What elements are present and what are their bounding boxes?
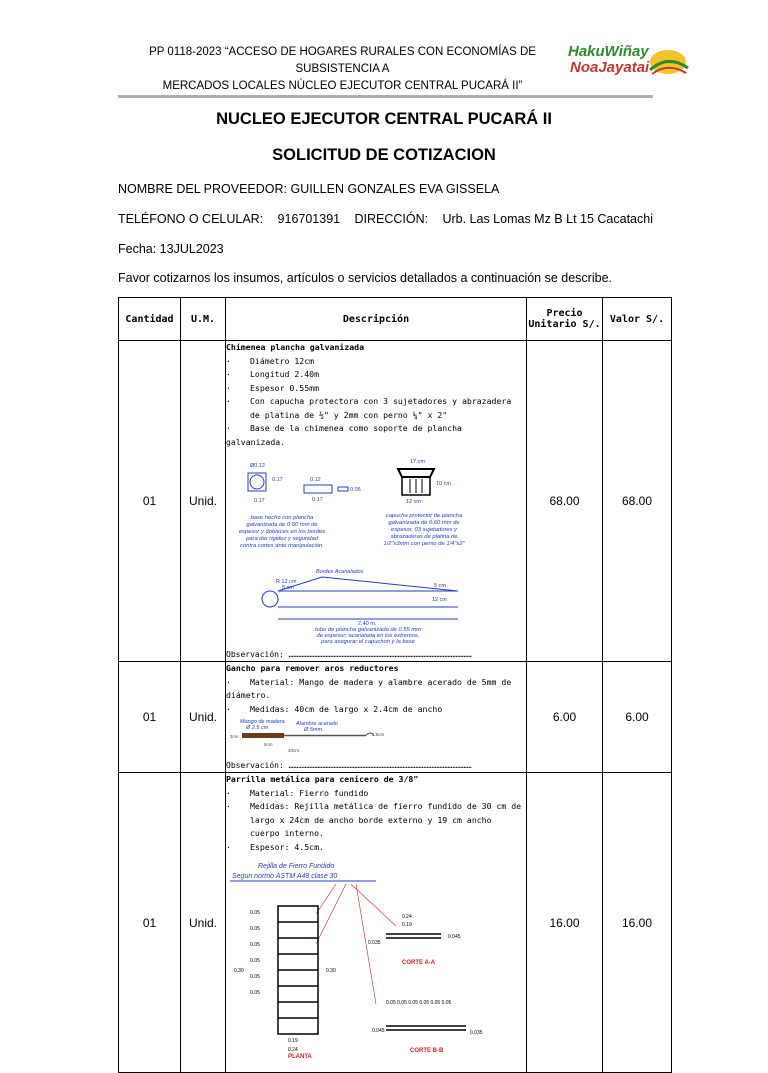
- chimney-label: Bordes Acanalados: [316, 569, 364, 575]
- cell-um: Unid.: [181, 341, 226, 662]
- tube-note-line: de espesor; acanalada en los extremos,: [316, 633, 420, 639]
- chimney-label: 5 cm: [434, 583, 446, 589]
- base-note-line: galvanizada de 0.60 mm de: [246, 522, 318, 528]
- base-note-line: espesor y dobleces en los bordes: [238, 529, 326, 535]
- hook-label: 1.5cm: [372, 732, 385, 737]
- cap-note-line: capucha protector de plancha: [385, 513, 463, 519]
- address-value: Urb. Las Lomas Mz B Lt 15 Cacatachi: [442, 212, 653, 226]
- cell-valor: 68.00: [603, 341, 672, 662]
- grill-label: 0.30: [326, 968, 336, 974]
- grill-drawing: [226, 854, 516, 1060]
- chimney-label: 10 cm: [436, 481, 451, 487]
- observacion: Observación: ……………………………………………………………………………………………………: [226, 760, 472, 770]
- spec-item: · Base de la chimenea como soporte de plancha galvanizada.: [226, 423, 462, 447]
- table-row: [119, 341, 672, 662]
- base-note-line: para dar rigidez y seguridad: [246, 536, 318, 542]
- spec-item: · Diámetro 12cm: [226, 355, 315, 366]
- item-title: Parrilla metálica para cenicero de 3/8": [226, 774, 419, 784]
- grill-label: 0.045: [448, 934, 461, 940]
- observacion: Observación: ……………………………………………………………………………………………………: [226, 649, 472, 659]
- grill-label: 0.035: [470, 1030, 483, 1036]
- spec-item: · Medidas: 40cm de largo x 2.4cm de ancho: [226, 703, 443, 714]
- grill-label: 0.05: [250, 974, 260, 980]
- haku-winay-logo: [566, 40, 691, 80]
- grill-label: 0.19: [288, 1038, 298, 1044]
- hook-label: 3cm: [230, 734, 239, 739]
- cell-precio: 16.00: [527, 773, 603, 1073]
- table-header-row: [119, 298, 672, 341]
- hook-label: 5cm: [264, 742, 273, 747]
- grill-label: 0.05 0.05 0.05 0.05 0.05 0.05: [386, 1000, 452, 1006]
- intro-line: Favor cotizarnos los insumos, artículos o servicios detallados a continuación se describe.: [118, 271, 612, 285]
- hook-label: Alambre acerado: [296, 721, 338, 727]
- address-label: DIRECCIÓN:: [354, 212, 429, 226]
- cell-valor: 16.00: [603, 773, 672, 1073]
- logo-graphic: [566, 40, 691, 80]
- hook-label: Mango de madera: [240, 719, 285, 725]
- cell-valor: 6.00: [603, 662, 672, 773]
- cell-um: Unid.: [181, 773, 226, 1073]
- cell-precio: 6.00: [527, 662, 603, 773]
- header-descripcion: Descripción: [226, 298, 527, 341]
- header-precio-unitario: Precio Unitario S/.: [527, 298, 603, 341]
- grill-label: 0.24: [402, 914, 412, 920]
- grill-title-line: Rejilla de Fierro Fundido: [258, 863, 335, 870]
- spec-item: · Espesor: 4.5cm.: [226, 841, 324, 852]
- grill-label: 0.05: [250, 942, 260, 948]
- cell-um: Unid.: [181, 662, 226, 773]
- grill-label: 0.035: [368, 940, 381, 946]
- project-line-2: MERCADOS LOCALES NÚCLEO EJECUTOR CENTRAL PUCARÁ II”: [162, 80, 523, 92]
- quote-table: [118, 297, 672, 1073]
- table-row: [119, 773, 672, 1073]
- chimney-label: 2.40 m.: [358, 621, 377, 627]
- grill-label: 0.05: [250, 926, 260, 932]
- hook-label: Ø 2.5 cm: [246, 725, 269, 731]
- cell-descripcion: [226, 662, 527, 773]
- grill-title-line: Segun normo ASTM A48 clase 30: [232, 873, 338, 880]
- grill-label: 0.05: [250, 958, 260, 964]
- chimney-label: 0.12: [310, 477, 321, 483]
- cap-note-line: galvanizada de 0.60 mm de: [388, 520, 460, 526]
- cap-note-line: 1/2"x3mm con perno de 1/4"x2": [383, 541, 465, 547]
- base-note-line: contra cortes ante manipulación.: [240, 543, 324, 549]
- chimney-drawing: [226, 449, 516, 643]
- tube-note-line: para asegurar el capuchon y la base: [321, 639, 415, 645]
- chimney-label: 12 cm: [432, 597, 447, 603]
- chimney-label: 17 cm: [410, 459, 425, 465]
- logo-text-1: HakuWiñay: [568, 43, 649, 60]
- header-um: U.M.: [181, 298, 226, 341]
- project-header: [120, 44, 565, 95]
- grill-label: 0.05: [250, 910, 260, 916]
- cell-precio: 68.00: [527, 341, 603, 662]
- hook-drawing: [226, 716, 386, 754]
- cell-descripcion: [226, 341, 527, 662]
- chimney-label: 0.17: [272, 477, 283, 483]
- grill-label: 0.05: [250, 990, 260, 996]
- chimney-label: 0.05: [350, 487, 361, 493]
- document-title: NUCLEO EJECUTOR CENTRAL PUCARÁ II: [216, 110, 552, 128]
- table-row: [119, 662, 672, 773]
- chimney-label: R 12 cm: [276, 579, 297, 585]
- chimney-label: 0.17: [312, 497, 323, 503]
- tube-note-line: tubo de plancha galvanizada de 0.55 mm: [314, 627, 422, 633]
- cell-cantidad: 01: [119, 341, 181, 662]
- section-label: CORTE B-B: [410, 1048, 444, 1054]
- phone-value: 916701391: [277, 212, 341, 226]
- spec-item: · Material: Fierro fundido: [226, 787, 369, 798]
- header-cantidad: Cantidad: [119, 298, 181, 341]
- grill-label: 0.24: [288, 1047, 298, 1053]
- chimney-label: 12 cm: [406, 499, 421, 505]
- section-label: CORTE A-A: [402, 960, 436, 966]
- logo-text-2: NoaJayatai: [570, 59, 650, 76]
- header-valor: Valor S/.: [603, 298, 672, 341]
- chimney-label: 0.17: [254, 498, 265, 504]
- base-note-line: base hecho con plancha: [250, 515, 314, 521]
- section-label: PLANTA: [288, 1054, 312, 1060]
- spec-item: · Longitud 2.40m: [226, 369, 320, 379]
- item-title: Chimenea plancha galvanizada: [226, 342, 365, 352]
- grill-label: 0.045: [372, 1028, 385, 1034]
- spec-item: · Espesor 0.55mm: [226, 382, 320, 393]
- cell-cantidad: 01: [119, 662, 181, 773]
- hook-label: 40cm: [288, 748, 300, 753]
- provider-name: NOMBRE DEL PROVEEDOR: GUILLEN GONZALES EVA GISSELA: [118, 182, 500, 196]
- date-line: Fecha: 13JUL2023: [118, 242, 224, 256]
- spec-item: · Medidas: Rejilla metálica de fierro fundido de 30 cm de largo x 24cm de ancho borde externo y 19 cm ancho cuerpo interno.: [226, 801, 522, 838]
- chimney-label: 5 cm: [282, 585, 294, 591]
- phone-label: TELÉFONO O CELULAR:: [118, 212, 264, 226]
- item-title: Gancho para remover aros reductores: [226, 663, 399, 673]
- header-divider: [118, 95, 653, 98]
- cap-note-line: abrazaderas de platina de: [390, 534, 458, 540]
- chimney-label: Ø0.12: [250, 463, 265, 469]
- hook-label: Ø 5mm.: [304, 727, 324, 733]
- project-line-1: PP 0118-2023 “ACCESO DE HOGARES RURALES CON ECONOMÍAS DE SUBSISTENCIA A: [149, 46, 536, 75]
- spec-item: · Material: Mango de madera y alambre acerado de 5mm de diámetro.: [226, 676, 512, 700]
- contact-line: [118, 212, 653, 226]
- cell-cantidad: 01: [119, 773, 181, 1073]
- spec-item: · Con capucha protectora con 3 sujetadores y abrazadera de platina de ½" y 2mm con perno ¼" x 2": [226, 396, 512, 420]
- grill-label: 0.19: [402, 922, 412, 928]
- grill-label: 0.30: [234, 968, 244, 974]
- document-subtitle: SOLICITUD DE COTIZACION: [272, 146, 496, 164]
- cell-descripcion: [226, 773, 527, 1073]
- cap-note-line: espesor, 03 sujetadores y: [390, 527, 458, 533]
